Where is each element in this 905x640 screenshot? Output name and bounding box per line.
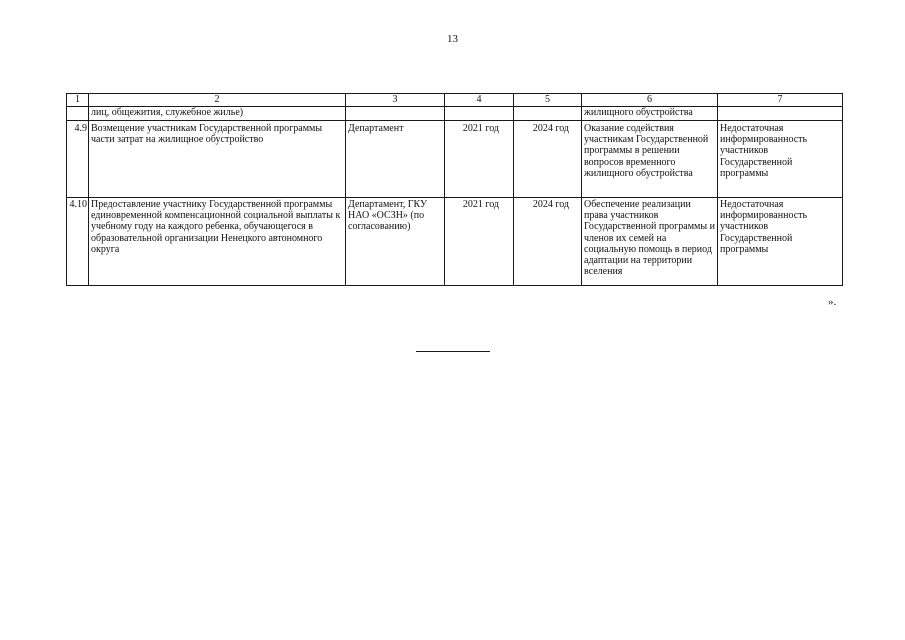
column-header-7: 7: [718, 94, 843, 107]
continuation-measure-text: лиц, общежития, служебное жилье): [89, 107, 346, 121]
risk: Недостаточная информированность участников Государственной программы: [718, 121, 843, 198]
end-year: 2024 год: [514, 121, 582, 198]
divider-line: [416, 351, 490, 352]
row-number: 4.10: [67, 198, 89, 286]
table-row: [67, 198, 843, 286]
executor: Департамент, ГКУ НАО «ОСЗН» (по согласованию): [346, 198, 445, 286]
start-year: 2021 год: [445, 198, 514, 286]
cell-empty: [346, 107, 445, 121]
executor: Департамент: [346, 121, 445, 198]
continuation-result-text: жилищного обустройства: [582, 107, 718, 121]
cell-empty: [445, 107, 514, 121]
closing-quote-mark: ».: [828, 296, 837, 308]
page-number: 13: [447, 33, 458, 45]
expected-result: Оказание содействия участникам Государственной программы в решении вопросов временного жилищного обустройства: [582, 121, 718, 198]
column-header-2: 2: [89, 94, 346, 107]
risk: Недостаточная информированность участников Государственной программы: [718, 198, 843, 286]
start-year: 2021 год: [445, 121, 514, 198]
table-header-row: [67, 94, 843, 107]
end-year: 2024 год: [514, 198, 582, 286]
column-header-1: 1: [67, 94, 89, 107]
cell-empty: [514, 107, 582, 121]
measure-name: Возмещение участникам Государственной программы части затрат на жилищное обустройство: [89, 121, 346, 198]
expected-result: Обеспечение реализации права участников Государственной программы и членов их семей на социальную помощь в период адаптации на территории вселения: [582, 198, 718, 286]
measure-name: Предоставление участнику Государственной программы единовременной компенсационной социальной выплаты к учебному году на каждого ребенка, обучающегося в образовательной организации Ненецкого автономного округа: [89, 198, 346, 286]
row-number: 4.9: [67, 121, 89, 198]
column-header-6: 6: [582, 94, 718, 107]
cell-empty: [718, 107, 843, 121]
cell-empty: [67, 107, 89, 121]
table-row: [67, 121, 843, 198]
program-measures-table: [66, 93, 843, 286]
continuation-row: [67, 107, 843, 121]
column-header-5: 5: [514, 94, 582, 107]
column-header-4: 4: [445, 94, 514, 107]
column-header-3: 3: [346, 94, 445, 107]
